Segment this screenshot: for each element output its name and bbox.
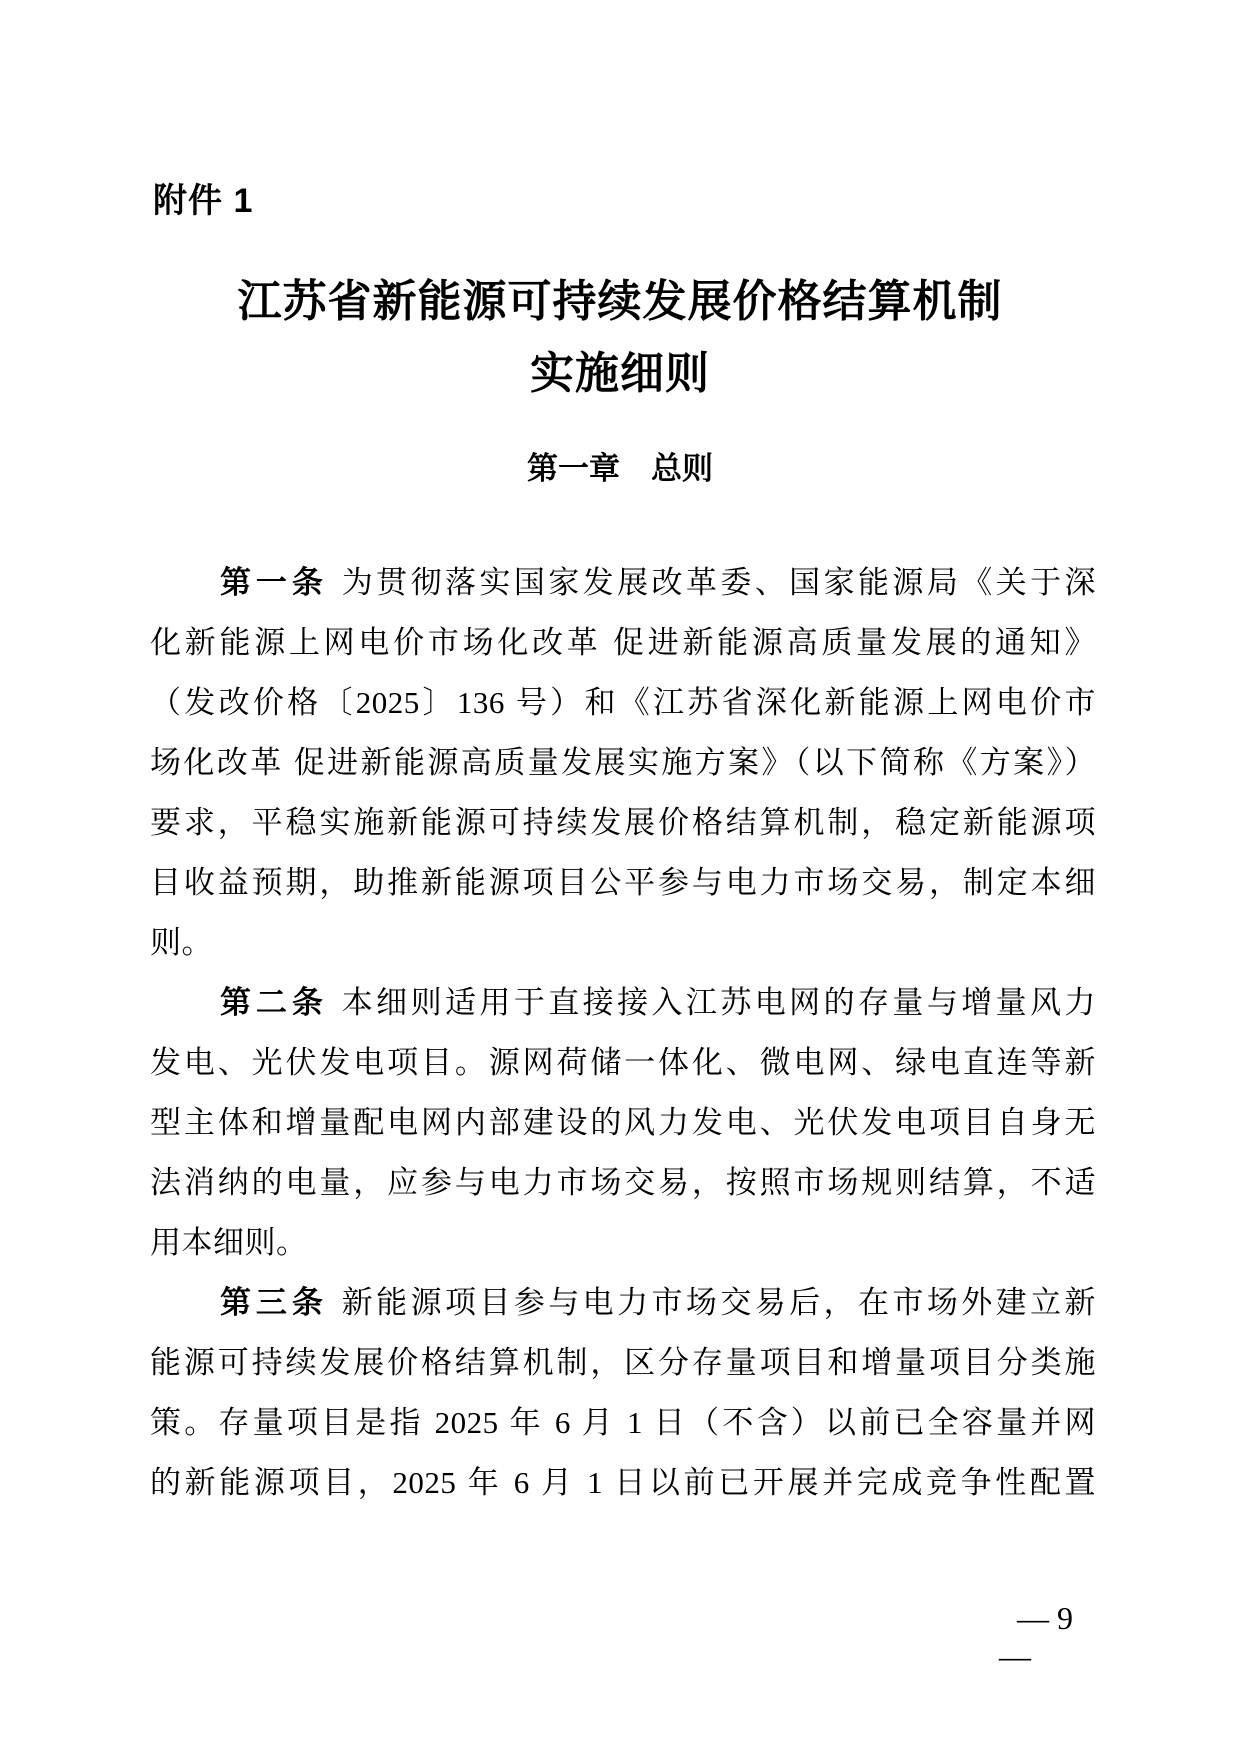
body-line: 法消纳的电量，应参与电力市场交易，按照市场规则结算，不适: [150, 1165, 1096, 1200]
body-line: 场化改革 促进新能源高质量发展实施方案》（以下简称《方案》）: [150, 745, 1096, 780]
article-number: 第一条: [220, 565, 328, 600]
body-line: 的新能源项目，2025 年 6 月 1 日以前已开展并完成竞争性配置: [150, 1465, 1096, 1500]
body-line: 第二条 本细则适用于直接接入江苏电网的存量与增量风力: [220, 985, 1096, 1020]
body-line: 目收益预期，助推新能源项目公平参与电力市场交易，制定本细: [150, 865, 1096, 900]
body-line: 发电、光伏发电项目。源网荷储一体化、微电网、绿电直连等新: [150, 1045, 1096, 1080]
chapter-heading: 第一章 总则: [527, 451, 713, 486]
article-number: 第二条: [220, 985, 328, 1020]
body-line: 要求，平稳实施新能源可持续发展价格结算机制，稳定新能源项: [150, 805, 1096, 840]
body-line: 第一条 为贯彻落实国家发展改革委、国家能源局《关于深: [220, 565, 1096, 600]
body-line: （发改价格〔2025〕136 号）和《江苏省深化新能源上网电价市: [150, 685, 1096, 720]
body-line: 策。存量项目是指 2025 年 6 月 1 日（不含）以前已全容量并网: [150, 1405, 1096, 1440]
body-line: 第三条 新能源项目参与电力市场交易后，在市场外建立新: [220, 1285, 1096, 1320]
body-line: 型主体和增量配电网内部建设的风力发电、光伏发电项目自身无: [150, 1105, 1096, 1140]
attachment-label: 附件 1: [153, 182, 254, 220]
body-line: 化新能源上网电价市场化改革 促进新能源高质量发展的通知》: [150, 625, 1096, 660]
document-title-line-1: 江苏省新能源可持续发展价格结算机制: [237, 277, 1003, 326]
body-line: 用本细则。: [150, 1225, 308, 1260]
document-body: [150, 553, 1096, 1513]
document-title-line-2: 实施细则: [530, 349, 710, 398]
page-number-wrapped-dash: —: [999, 1638, 1031, 1674]
article-number: 第三条: [220, 1285, 328, 1320]
document-title: [147, 266, 1093, 410]
page-number: — 9: [1017, 1600, 1073, 1636]
body-line: 则。: [150, 925, 213, 960]
body-line: 能源可持续发展价格结算机制，区分存量项目和增量项目分类施: [150, 1345, 1096, 1380]
